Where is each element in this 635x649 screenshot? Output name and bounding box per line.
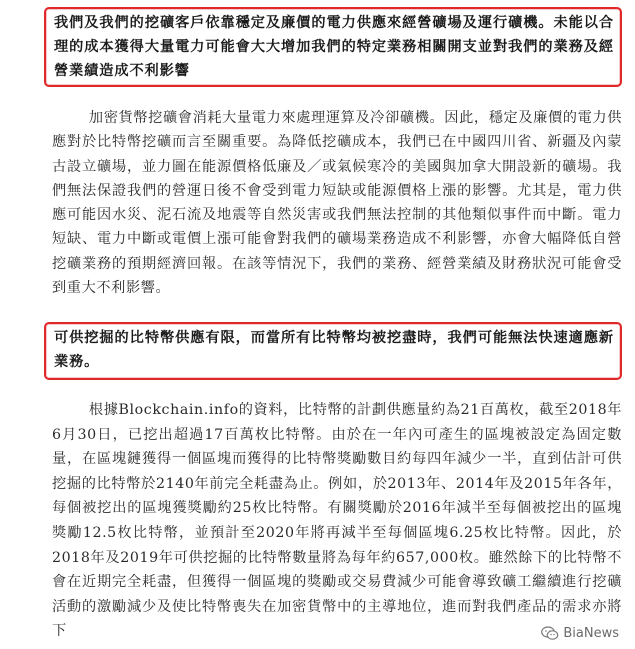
watermark: [539, 625, 621, 642]
watermark-text: BiaNews: [563, 626, 619, 641]
highlighted-risk-heading-supply: [44, 322, 622, 380]
paragraph-bitcoin-supply: 根據Blockchain.info的資料，比特幣的計劃供應量約為21百萬枚，截至2018年6月30日，已挖出超過17百萬枚比特幣。由於在一年內可產生的區塊被設定為固定數量，在區塊鏈獲得一個區塊而獲得的比特幣獎勵數目約每四年減少一半，直到估計可供挖掘的比特幣於2140年前完全耗盡為止。例如，於2013年、2014年及2015年各年，每個被挖出的區塊獲獎勵約25枚比特幣。有關獎勵於2016年減半至每個被挖出的區塊獎勵12.5枚比特幣，並預計至2020年將再減半至每個區塊6.25枚比特幣。因此，於2018年及2019年可供挖掘的比特幣數量將為每年約657,000枚。雖然餘下的比特幣不會在近期完全耗盡，但獲得一個區塊的獎勵或交易費減少可能會導致礦工繼續進行挖礦活動的激勵減少及使比特幣喪失在加密貨幣中的主導地位，進而對我們產品的需求亦將下: [52, 402, 622, 640]
risk-heading-supply-text: 可供挖掘的比特幣供應有限，而當所有比特幣均被挖盡時，我們可能無法快速適應新業務。: [54, 330, 614, 370]
paragraph-power-supply: 加密貨幣挖礦會消耗大量電力來處理運算及冷卻礦機。因此，穩定及廉價的電力供應對於比特幣挖礦而言至關重要。為降低挖礦成本，我們已在中國四川省、新疆及內蒙古設立礦場，並力圖在能源價格低廉及／或氣候寒冷的美國與加拿大開設新的礦場。我們無法保證我們的營運日後不會受到電力短缺或能源價格上漲的影響。尤其是，電力供應可能因水災、泥石流及地震等自然災害或我們無法控制的其他類似事件而中斷。電力短缺、電力中斷或電價上漲可能會對我們的礦場業務造成不利影響，亦會大幅降低自營挖礦業務的預期經濟回報。在該等情況下，我們的業務、經營業績及財務狀況可能會受到重大不利影響。: [52, 110, 622, 297]
risk-heading-power-text: 我們及我們的挖礦客戶依靠穩定及廉價的電力供應來經營礦場及運行礦機。未能以合理的成本獲得大量電力可能會大大增加我們的特定業務相關開支並對我們的業務及經營業績造成不利影響: [54, 15, 614, 79]
highlighted-risk-heading-power: [44, 7, 622, 87]
wechat-icon: [541, 626, 559, 641]
